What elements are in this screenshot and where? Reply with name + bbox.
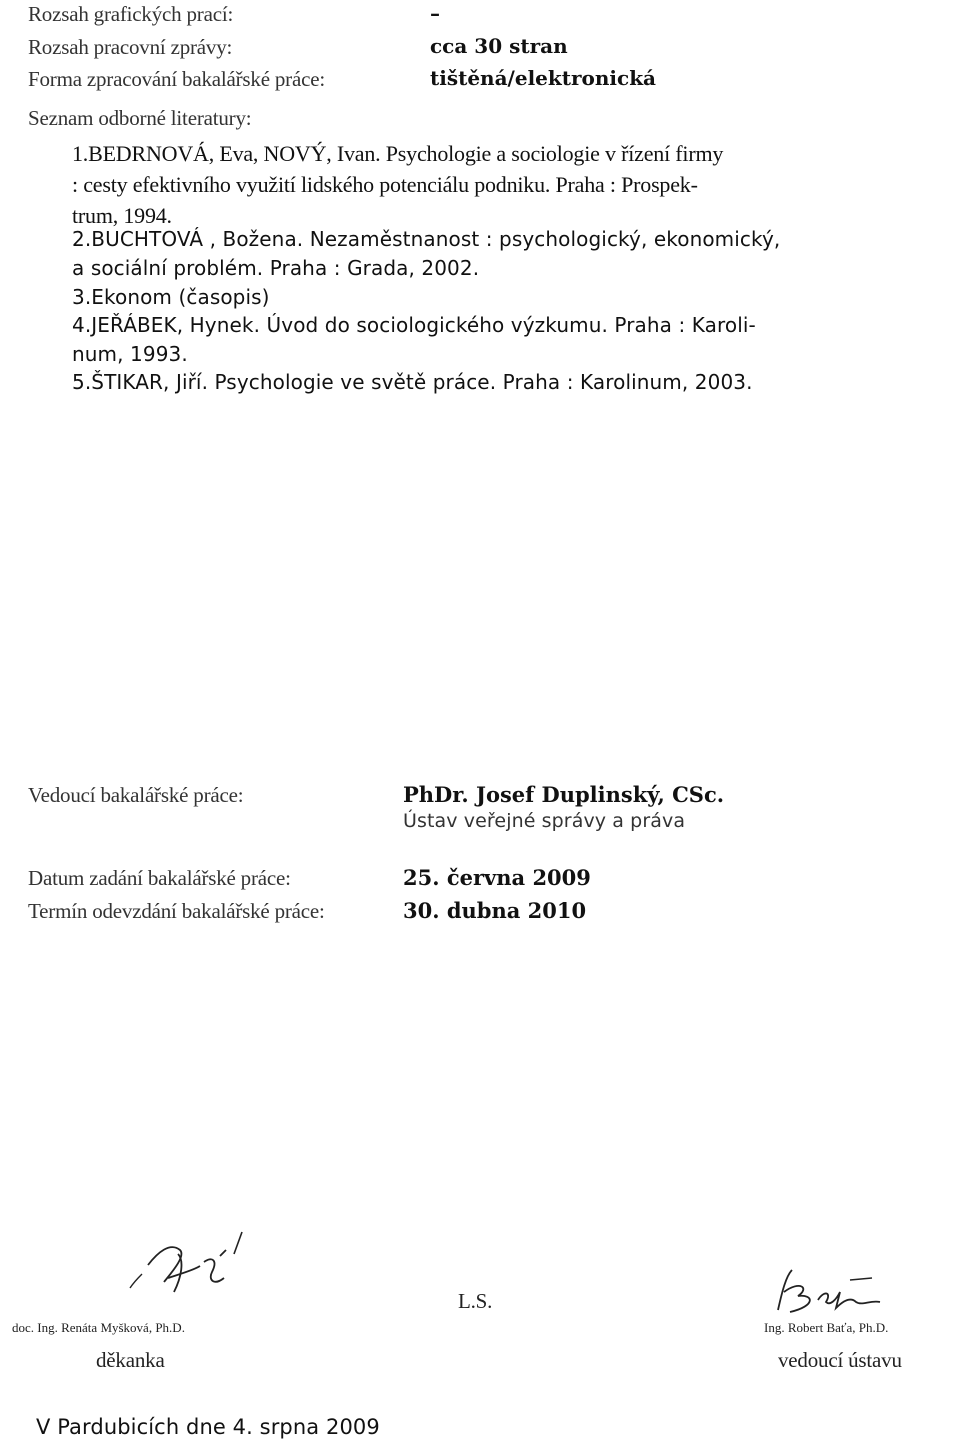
- literature-line-4: 2.BUCHTOVÁ , Božena. Nezaměstnanost : psychologický, ekonomický,: [72, 227, 781, 251]
- head-role: vedoucí ústavu: [778, 1348, 902, 1372]
- dean-name: doc. Ing. Renáta Myšková, Ph.D.: [12, 1320, 185, 1335]
- literature-line-8: num, 1993.: [72, 342, 188, 366]
- head-name: Ing. Robert Baťa, Ph.D.: [764, 1320, 889, 1335]
- literature-line-7: 4.JEŘÁBEK, Hynek. Úvod do sociologického výzkumu. Praha : Karoli-: [72, 313, 756, 337]
- graphics-scope-label: Rozsah grafických prací:: [28, 2, 234, 26]
- graphics-scope-value: –: [430, 1, 440, 25]
- report-scope-value: cca 30 stran: [430, 34, 568, 58]
- assignment-date-label: Datum zadání bakalářské práce:: [28, 866, 291, 890]
- literature-line-9: 5.ŠTIKAR, Jiří. Psychologie ve světě práce. Praha : Karolinum, 2003.: [72, 370, 753, 394]
- literature-label: Seznam odborné literatury:: [28, 106, 252, 130]
- due-date-label: Termín odevzdání bakalářské práce:: [28, 899, 325, 923]
- literature-line-6: 3.Ekonom (časopis): [72, 285, 270, 309]
- report-scope-label: Rozsah pracovní zprávy:: [28, 35, 233, 59]
- literature-line-3: trum, 1994.: [72, 203, 172, 228]
- assignment-date-value: 25. června 2009: [403, 865, 591, 890]
- seal-mark: L.S.: [458, 1289, 493, 1313]
- literature-line-2: : cesty efektivního využití lidského potenciálu podniku. Praha : Prospek-: [72, 172, 698, 197]
- dean-signature-image: [108, 1220, 258, 1310]
- literature-line-5: a sociální problém. Praha : Grada, 2002.: [72, 256, 480, 280]
- place-and-date: V Pardubicích dne 4. srpna 2009: [36, 1415, 380, 1439]
- dean-role: děkanka: [96, 1348, 165, 1372]
- supervisor-label: Vedoucí bakalářské práce:: [28, 783, 244, 807]
- supervisor-name: PhDr. Josef Duplinský, CSc.: [403, 782, 725, 807]
- thesis-form-value: tištěná/elektronická: [430, 66, 657, 90]
- due-date-value: 30. dubna 2010: [403, 898, 587, 923]
- thesis-form-label: Forma zpracování bakalářské práce:: [28, 67, 325, 91]
- literature-line-1: 1.BEDRNOVÁ, Eva, NOVÝ, Ivan. Psychologie a sociologie v řízení firmy: [72, 141, 724, 166]
- supervisor-institute: Ústav veřejné správy a práva: [403, 810, 686, 832]
- head-signature-image: [770, 1262, 900, 1322]
